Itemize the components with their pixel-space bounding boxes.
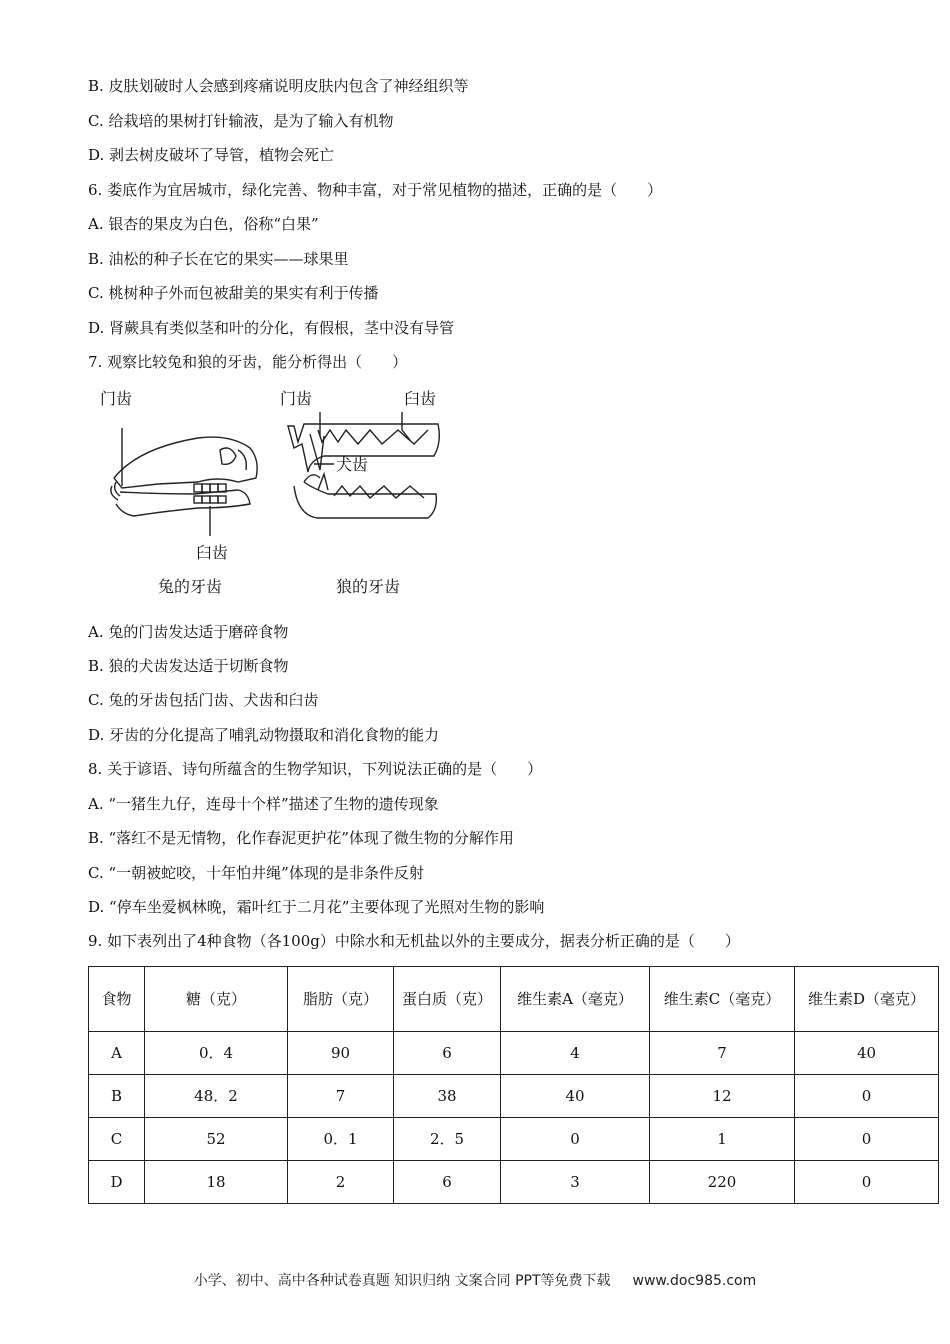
- q5-option-c: C. 给栽培的果树打针输液，是为了输入有机物: [88, 112, 394, 130]
- header-fat: 脂肪（克）: [288, 967, 394, 1032]
- table-cell: 0．1: [288, 1118, 394, 1161]
- q9-stem: 9. 如下表列出了4种食物（各100g）中除水和无机盐以外的主要成分，据表分析正确的是（ ）: [88, 932, 740, 950]
- header-protein: 蛋白质（克）: [394, 967, 501, 1032]
- table-cell: 3: [501, 1161, 650, 1204]
- wolf-caption: 狼的牙齿: [336, 577, 401, 596]
- q6-stem: 6. 娄底作为宜居城市，绿化完善、物种丰富，对于常见植物的描述，正确的是（ ）: [88, 181, 663, 199]
- header-food: 食物: [89, 967, 145, 1032]
- q7-option-c: C. 兔的牙齿包括门齿、犬齿和臼齿: [88, 691, 319, 709]
- teeth-figure: [98, 386, 458, 601]
- q5-option-d: D. 剥去树皮破坏了导管，植物会死亡: [88, 146, 335, 164]
- rabbit-skull-drawing: [111, 428, 257, 536]
- table-header-row: [89, 967, 939, 1032]
- table-cell: 0: [795, 1118, 939, 1161]
- table-cell: 40: [795, 1032, 939, 1075]
- table-cell: 12: [650, 1075, 795, 1118]
- footer-text: 小学、初中、高中各种试卷真题 知识归纳 文案合同 PPT等免费下载: [193, 1273, 611, 1289]
- q8-option-c: C. “一朝被蛇咬，十年怕井绳”体现的是非条件反射: [88, 864, 424, 882]
- q8-option-d: D. “停车坐爱枫林晚，霜叶红于二月花”主要体现了光照对生物的影响: [88, 898, 545, 916]
- rabbit-caption: 兔的牙齿: [158, 577, 223, 596]
- q7-stem: 7. 观察比较兔和狼的牙齿，能分析得出（ ）: [88, 353, 408, 371]
- table-cell: 6: [394, 1161, 501, 1204]
- q7-option-d: D. 牙齿的分化提高了哺乳动物摄取和消化食物的能力: [88, 726, 440, 744]
- table-cell: 48．2: [145, 1075, 288, 1118]
- table-cell: B: [89, 1075, 145, 1118]
- wolf-molar-label: 臼齿: [404, 389, 437, 408]
- teeth-diagram: [98, 386, 458, 601]
- table-row: [89, 1161, 939, 1204]
- q6-option-a: A. 银杏的果皮为白色，俗称“白果”: [88, 215, 319, 233]
- food-nutrient-table: [88, 966, 939, 1204]
- q6-option-b: B. 油松的种子长在它的果实——球果里: [88, 250, 349, 268]
- table-cell: C: [89, 1118, 145, 1161]
- q6-option-c: C. 桃树种子外而包被甜美的果实有利于传播: [88, 284, 379, 302]
- rabbit-molar-label: 臼齿: [196, 543, 229, 562]
- table-row: [89, 1075, 939, 1118]
- rabbit-incisor-label: 门齿: [100, 389, 133, 408]
- header-vitamin-a: 维生素A（毫克）: [501, 967, 650, 1032]
- table-cell: 0: [795, 1075, 939, 1118]
- q8-option-a: A. “一猪生九仔，连母十个样”描述了生物的遗传现象: [88, 795, 439, 813]
- table-cell: 0: [501, 1118, 650, 1161]
- header-vitamin-d: 维生素D（毫克）: [795, 967, 939, 1032]
- q5-option-b: B. 皮肤划破时人会感到疼痛说明皮肤内包含了神经组织等: [88, 77, 469, 95]
- table-cell: 4: [501, 1032, 650, 1075]
- table-cell: 0: [795, 1161, 939, 1204]
- table-cell: 18: [145, 1161, 288, 1204]
- table-cell: 7: [650, 1032, 795, 1075]
- table-cell: 1: [650, 1118, 795, 1161]
- table-cell: 220: [650, 1161, 795, 1204]
- page-footer: [0, 1270, 950, 1290]
- q8-stem: 8. 关于谚语、诗句所蕴含的生物学知识，下列说法正确的是（ ）: [88, 760, 543, 778]
- header-vitamin-c: 维生素C（毫克）: [650, 967, 795, 1032]
- table-row: [89, 1032, 939, 1075]
- wolf-canine-label: 犬齿: [336, 455, 369, 474]
- table-cell: 0．4: [145, 1032, 288, 1075]
- table-cell: 52: [145, 1118, 288, 1161]
- wolf-incisor-label: 门齿: [280, 389, 313, 408]
- q8-option-b: B. “落红不是无情物，化作春泥更护花”体现了微生物的分解作用: [88, 829, 514, 847]
- q7-option-a: A. 兔的门齿发达适于磨碎食物: [88, 623, 289, 641]
- table-cell: D: [89, 1161, 145, 1204]
- table-cell: 6: [394, 1032, 501, 1075]
- table-row: [89, 1118, 939, 1161]
- table-cell: A: [89, 1032, 145, 1075]
- table-cell: 38: [394, 1075, 501, 1118]
- table-cell: 2: [288, 1161, 394, 1204]
- table-cell: 7: [288, 1075, 394, 1118]
- footer-site-link[interactable]: www.doc985.com: [632, 1273, 757, 1289]
- table-cell: 2．5: [394, 1118, 501, 1161]
- table-cell: 90: [288, 1032, 394, 1075]
- header-sugar: 糖（克）: [145, 967, 288, 1032]
- table-cell: 40: [501, 1075, 650, 1118]
- q7-option-b: B. 狼的犬齿发达适于切断食物: [88, 657, 289, 675]
- q6-option-d: D. 肾蕨具有类似茎和叶的分化，有假根，茎中没有导管: [88, 319, 455, 337]
